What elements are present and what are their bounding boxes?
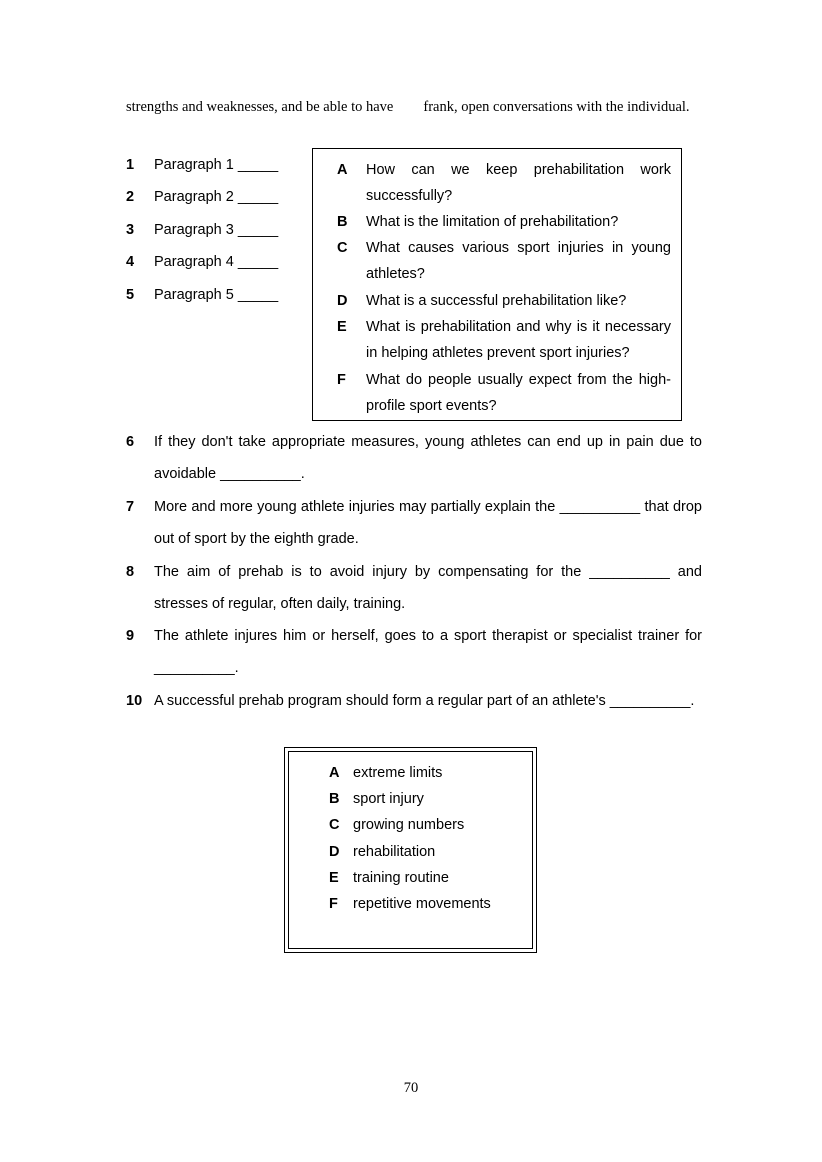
paragraph-item [126,189,278,221]
answer-letter: B [329,791,340,808]
answer-options-box [284,747,537,953]
answer-text: rehabilitation [353,843,436,860]
sentence-item [126,685,702,717]
paragraph-number: 4 [126,254,135,271]
option-text: What is the limitation of prehabilitation? [366,214,619,230]
sentence-item [126,491,702,556]
option-text: What causes various sport injuries in young athletes? [366,240,671,283]
answer-option [329,896,491,922]
heading-option [337,314,671,366]
option-letter: A [337,162,348,178]
answer-text: repetitive movements [353,895,491,912]
paragraph-label: Paragraph 5 _____ [154,286,279,303]
paragraph-number: 2 [126,189,135,206]
option-letter: B [337,214,348,230]
sentence-number: 8 [126,564,135,580]
paragraph-label: Paragraph 4 _____ [154,254,279,271]
sentence-item [126,620,702,685]
heading-option [337,209,671,235]
sentence-text: The athlete injures him or herself, goes to a sport therapist or specialist trainer for __________. [154,628,702,677]
option-text: How can we keep prehabilitation work successfully? [366,162,671,205]
paragraph-item [126,222,278,254]
answer-option [329,765,491,791]
paragraph-number: 1 [126,157,135,173]
answer-option [329,844,491,870]
intro-text-part1: strengths and weaknesses, and be able to have [126,99,394,115]
paragraph-item [126,157,278,189]
sentence-text: The aim of prehab is to avoid injury by compensating for the __________ and stresses of regular, often daily, training. [154,564,702,613]
option-text: What do people usually expect from the high-profile sport events? [366,372,671,415]
paragraph-number: 3 [126,221,135,238]
paragraph-label: Paragraph 2 _____ [154,189,279,206]
option-text: What is a successful prehabilitation like? [366,293,627,309]
answer-letter: C [329,817,340,834]
sentence-number: 10 [126,693,143,709]
option-letter: F [337,372,346,388]
option-text: What is prehabilitation and why is it necessary in helping athletes prevent sport injuries? [366,319,671,362]
option-letter: E [337,319,347,335]
heading-option [337,157,671,209]
sentence-text: More and more young athlete injuries may partially explain the __________ that drop out of sport by the eighth grade. [154,499,702,548]
page-number: 70 [403,1080,419,1096]
answer-letter: E [329,869,339,886]
heading-option [337,288,671,314]
answer-text: extreme limits [353,765,443,781]
answer-letter: A [329,765,340,781]
answer-text: growing numbers [353,817,465,834]
answer-letter: D [329,843,340,860]
answer-text: sport injury [353,791,424,808]
sentence-item [126,556,702,621]
paragraph-item [126,254,278,286]
sentence-item [126,426,702,491]
paragraph-label: Paragraph 1 _____ [154,157,279,173]
answer-letter: F [329,895,338,912]
answer-option [329,817,491,843]
heading-options-box [312,148,682,421]
sentence-number: 7 [126,499,135,515]
sentence-text: A successful prehab program should form a regular part of an athlete's __________. [154,693,695,709]
answer-option [329,870,491,896]
option-letter: D [337,293,348,309]
sentence-number: 9 [126,628,135,644]
sentence-number: 6 [126,434,135,450]
sentence-text: If they don't take appropriate measures, young athletes can end up in pain due to avoidable __________. [154,434,702,483]
answer-option [329,791,491,817]
heading-option [337,367,671,419]
answer-text: training routine [353,869,449,886]
paragraph-label: Paragraph 3 _____ [154,221,279,238]
intro-text-part2: frank, open conversations with the individual. [423,99,690,115]
paragraph-number: 5 [126,286,135,303]
heading-option [337,235,671,287]
answer-options-inner-border [288,751,533,949]
paragraph-item [126,287,278,319]
option-letter: C [337,240,348,256]
paragraph-heading-list [126,157,278,319]
intro-text [126,99,690,116]
answer-options-list [329,765,491,922]
